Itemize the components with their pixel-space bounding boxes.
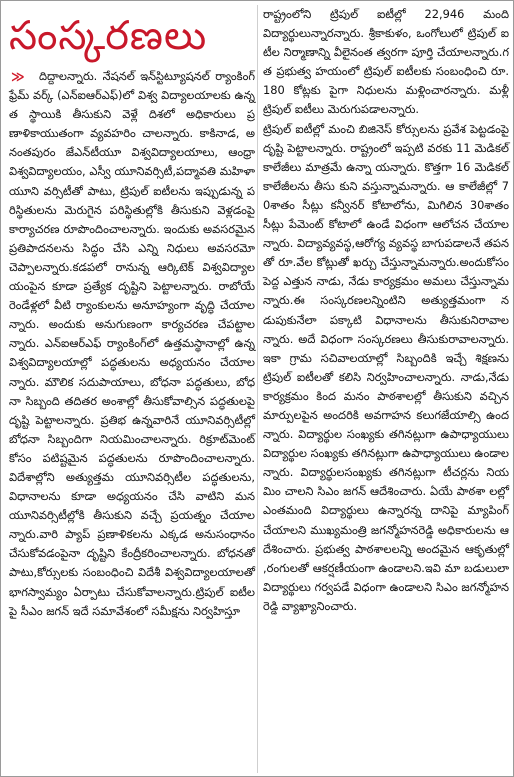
right-paragraph-2: ట్రిపుల్ ఐటీల్లో మంచి బిజినెస్ కోర్సులను ప్రవేశ పెట్టడంపై దృష్టి పెట్టాలన్నారు. రాష్ట్రంలో ఇప్పటి వరకు 11 మెడికల్ కాలేజీలు మాత్రమే ఉన్నా యన్నారు. కొత్తగా 16 మెడికల్ కాలేజీలను తీసు కుని వస్తున్నామన్నారు. ఆ కాలేజీల్లో 70శాతం సీట్లు కన్వీనర్ కోటాలోను, మిగిలిన 30శాతం సీట్లు పేమెంట్ కోటాలో ఉండే విధంగా ఆలోచన చేయాలన్నారు. విద్యావ్యవస్థ,ఆరోగ్య వ్యవస్థ బాగుపడాలనే తపనతో రూ.వేల కోట్లుతో ఖర్చు చేస్తున్నామన్నారు.అందుకోసం పెద్ద ఎత్తున నాడు, నేడు కార్యక్రమం అమలు చేస్తున్నామన్నారు.ఈ సంస్కరణలన్నింటిని అత్యుత్తమంగా నడుపుకునేలా పక్కాటి విధానాలను తీసుకునిరావాలన్నారు. అదే విధంగా సంస్కరణలు తీసుకురావాలన్నారు.ఇకా గ్రామ సచివాలయాల్లో సిబ్బందికి ఇచ్చే శిక్షణను ట్రిపుల్ ఐటీలతో కలిసి నిర్వహించాలన్నారు. నాడు,నేడు కార్యక్రమం కింద మనం పాఠశాలల్లో తీసుకుని వచ్చిన మార్పులపైన అందరికి అవగాహన కలుగజేయాల్సి ఉందన్నారు. విద్యార్థుల సంఖ్యకు తగినట్లుగా ఉపాధ్యాయులు విద్యార్థుల సంఖ్యకు తగినట్లుగా ఉపాధ్యాయులు ఉండాలన్నారు. విద్యార్థులసంఖ్యకు తగినట్లుగా టీచర్లను నియమిం చాలని సిఎం జగన్ ఆదేశించారు. ఏయే పాఠశా లల్లో ఎంతమంది విద్యార్థులు ఉన్నారన్న దానిపై మ్యాపింగ్ చేయాలని ముఖ్యమంత్రి జగన్మోహనరెడ్డి అధికారులను ఆదేశించారు. ప్రభుత్వ పాఠశాలలన్ని అందమైన ఆకృతుల్లో ,రంగులతో ఆకర్షణీయంగా ఉండాలని.ఇవి మా బడులులా విద్యార్థులు గర్వపడే విధంగా ఉండాలని సిఎం జగన్మోహనరెడ్డి వ్యాఖ్యానించారు. bbox=[263, 121, 509, 613]
left-paragraph-1: దిద్దాలన్నారు. నేషనల్ ఇన్‌స్టిట్యూషనల్ ర్యాంకింగ్ ఫ్రేమ్ వర్క్ (ఎన్ఐఆర్ఎఫ్)లో విశ్వ విద్యాలయాలకు ఉన్నత స్థాయికి తీసుకుని వెళ్లే దిశలో అధికారులు ప్రణాళికాయుతంగా వ్యవహరిం చాలన్నారు. కాకినాడ, అనంతపురం జేఎన్‌టీయూ విశ్వవిద్యాలయాలు, ఆంధ్రా విశ్వవిద్యాలయం, ఎస్వీ యూనివర్సిటీ,పద్మావతి మహిళా యూని వర్సిటీతో పాటు, ట్రిపుల్ ఐటీలను ఇప్పుడున్న పరిస్థితులను మెరుగైన పరిస్థితుల్లోకి తీసుకుని వెళ్లడంపై కార్యాచరణ రూపొందించాలన్నారు. ఇందుకు అవసరమైన ప్రతిపాదనలను సిద్ధం చేసి ఎన్ని నిధులు అవసరమో చెప్పాలన్నారు.కడపలో రానున్న ఆర్కిటెక్ విశ్వవిద్యాలయంపైన కూడా ప్రత్యేక దృష్టిని పెట్టాలన్నారు. రాబోయే రెండేళ్లలో వీటి ర్యాంకులను అనూహ్యంగా వృద్ధి చేయాలన్నారు. అందుకు అనుగుణంగా కార్యచరణ చేపట్టాలన్నారు. ఎన్ఐఆర్ఎఫ్ ర్యాంకింగ్‌లో ఉత్తమస్థానాల్లో ఉన్న విశ్వవిద్యాలయాల్లో పద్ధతులను అధ్యయనం చేయాలన్నారు. మౌలిక సదుపాయాలు, బోధనా పద్ధతులు, బోధనా సిబ్బంది తదితర అంశాల్లో తీసుకోవాల్సిన పద్ధతులపై దృష్టి పెట్టాలన్నారు. ప్రతిభ ఉన్నవారినే యూనివర్సిటీల్లో బోధనా సిబ్బందిగా నియమించాలన్నారు. రిక్రూట్‌మెంట్ కోసం పటిష్టమైన పద్ధతులను రూపొందించాలన్నారు. విదేశాల్లోని అత్యుత్తమ యూనివర్సిటీల పద్ధతులను,విధానాలను కూడా అధ్యయనం చేసి వాటిని మన యూనివర్సిటీల్లోకి తీసుకుని వచ్చే ప్రయత్నం చేయాలన్నారు.వారి ప్యాప్ ప్రణాళికలను ఎక్కడ అనుసంధానం చేసుకోవడంపైనా దృష్టిని కేంద్రీకరించాలన్నారు. బోధనతో పాటు,కోర్సులకు సంబంధించి విదేశీ విశ్వవిద్యాలయాలతో భాగస్వామ్యం ఏర్పాటు చేసుకోవాలన్నారు.ట్రిపుల్ ఐటీలపై సీఎం జగన్ ఇదే సమావేశంలో సమీక్షను నిర్వహిస్తూ bbox=[9, 69, 255, 618]
right-paragraph-1: రాష్ట్రంలోని ట్రిపుల్ ఐటీల్లో 22,946 మంది విద్యార్థులున్నారన్నారు. శ్రీకాకుళం, ఒంగోలులో ట్రిపుల్ ఐటీల నిర్మాణాన్ని వీలైనంత త్వరగా పూర్తి చేయాలన్నారు.గత ప్రభుత్వ హయంలో ట్రిపుల్ ఐటీలకు సంబంధించి రూ.180 కోట్లకు పైగా నిధులను మళ్లించారన్నారు. మళ్లీ ట్రిపుల్ ఐటీలు మెరుగుపడాలన్నారు. bbox=[263, 7, 509, 117]
column-divider bbox=[257, 5, 258, 773]
headline: సంస్కరణలు bbox=[9, 13, 208, 59]
right-column bbox=[263, 5, 509, 775]
left-column bbox=[9, 67, 255, 775]
paragraph-marker-icon: ≫ bbox=[11, 70, 25, 85]
